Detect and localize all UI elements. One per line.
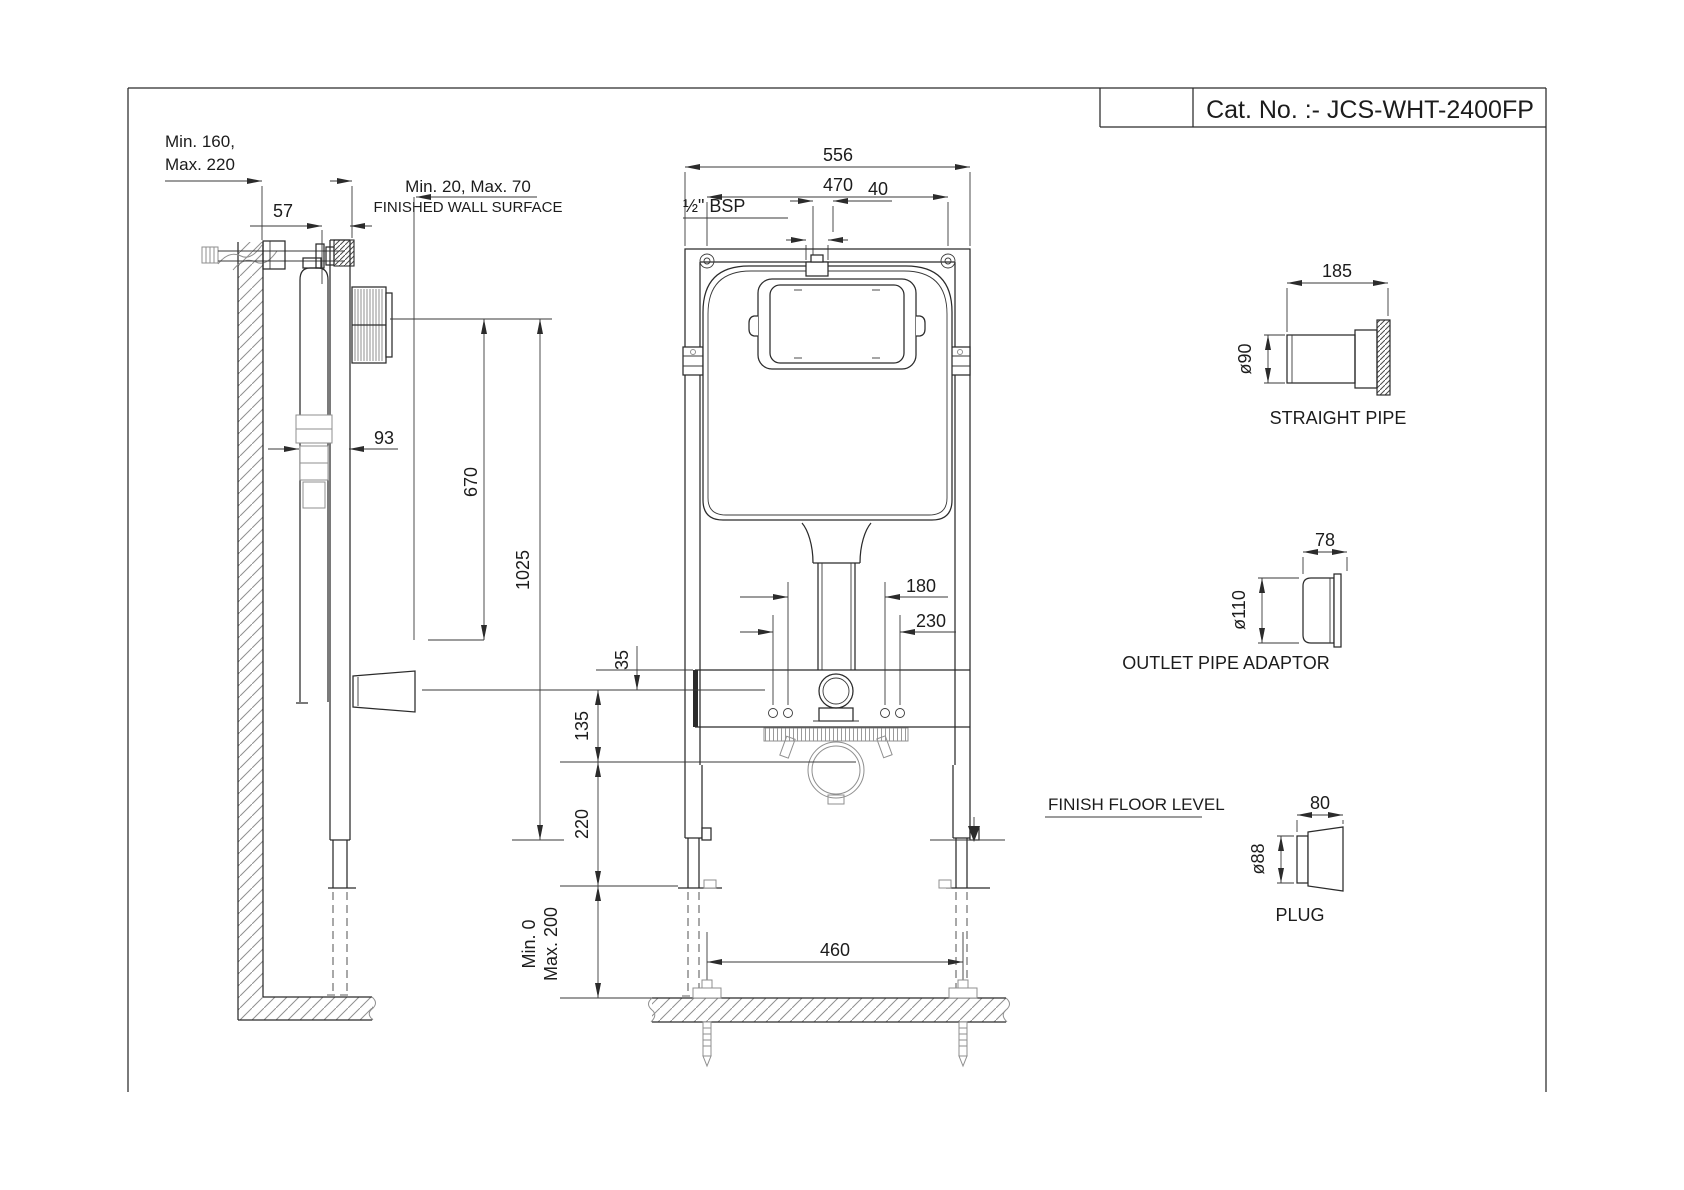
flush-plate-sleeve xyxy=(352,287,392,363)
finished-wall-surface-label: FINISHED WALL SURFACE xyxy=(373,199,563,216)
plug-diameter: ø88 xyxy=(1248,843,1268,875)
straight-pipe-label: STRAIGHT PIPE xyxy=(1269,408,1407,428)
dim-93-label: 93 xyxy=(374,428,395,448)
plug-length: 80 xyxy=(1309,793,1331,813)
dim-35-label: 35 xyxy=(612,649,632,671)
dim-230-label: 230 xyxy=(916,611,947,631)
dim-470-label: 470 xyxy=(822,175,854,195)
outlet-adaptor-diameter: ø110 xyxy=(1229,590,1249,630)
cross-plate xyxy=(693,670,970,727)
dim-180-label: 180 xyxy=(906,576,937,596)
dim-min20-max70-label: Min. 20, Max. 70 xyxy=(405,177,531,196)
dim-min0-label: Min. 0 xyxy=(519,919,539,969)
dim-556-label: 556 xyxy=(822,145,854,165)
component-outlet-pipe-adaptor xyxy=(1122,530,1347,673)
side-view-dimensions xyxy=(165,132,564,840)
component-plug xyxy=(1248,793,1343,925)
straight-pipe-length: 185 xyxy=(1321,261,1353,281)
outlet-adaptor-length: 78 xyxy=(1314,530,1336,550)
frame-legs xyxy=(678,765,990,996)
floor xyxy=(649,932,1010,1022)
flush-pipe xyxy=(802,523,871,670)
outlet-clamp xyxy=(764,728,908,804)
dim-135-label: 135 xyxy=(572,710,592,742)
catalog-number: Cat. No. :- JCS-WHT-2400FP xyxy=(1206,96,1534,124)
straight-pipe-diameter: ø90 xyxy=(1235,343,1255,375)
floor-anchor-bolts xyxy=(693,980,977,1066)
dim-1025-label: 1025 xyxy=(513,549,533,591)
plug-label: PLUG xyxy=(1275,905,1325,925)
wall-anchor xyxy=(202,240,354,269)
finish-floor-level-label: FINISH FLOOR LEVEL xyxy=(1048,795,1225,814)
front-view xyxy=(422,145,1225,1066)
dim-half-bsp-label: ½" BSP xyxy=(683,196,746,216)
dim-670-label: 670 xyxy=(461,466,481,498)
side-view xyxy=(165,132,564,1020)
title-block xyxy=(1100,88,1546,127)
dim-max200-label: Max. 200 xyxy=(541,906,561,982)
outlet-adaptor-label: OUTLET PIPE ADAPTOR xyxy=(1122,653,1330,673)
dim-max220-label: Max. 220 xyxy=(165,155,235,174)
dim-57-label: 57 xyxy=(272,201,294,221)
front-view-left-dimensions xyxy=(422,646,856,998)
dim-220-label: 220 xyxy=(572,808,592,840)
dim-460-label: 460 xyxy=(819,940,851,960)
component-straight-pipe xyxy=(1235,261,1406,428)
dim-40-label: 40 xyxy=(867,179,889,199)
finish-floor-level xyxy=(930,795,1225,842)
cistern xyxy=(703,255,952,520)
front-view-top-dimensions xyxy=(683,145,970,260)
dim-min160-label: Min. 160, xyxy=(165,132,235,151)
